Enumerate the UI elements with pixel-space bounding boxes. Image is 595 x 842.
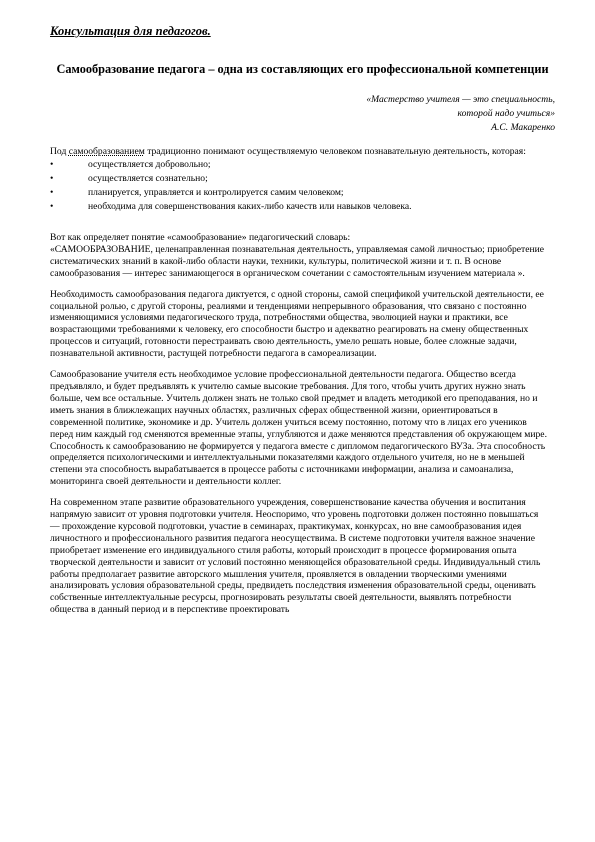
- paragraph-necessity: Необходимость самообразования педагога диктуется, с одной стороны, самой спецификой учительской деятельности, ее социальной ролью, с другой стороны, реалиями и тенденциями непрерывного образования, что связано с постоянно изменяющимися условиями педагогического труда, потребностями общества, эволюцией науки и практики, все возрастающими требованиями к человеку, его способности быстро и адекватно реагировать на смену общественных процессов и ситуаций, готовности перестраивать свою деятельность, умело решать новые, более сложные задачи, познавательной активности, растущей потребности педагога в самореализации.: [50, 288, 544, 360]
- epigraph: [255, 93, 555, 135]
- list-item: • необходима для совершенствования каких-либо качеств или навыков человека.: [50, 201, 412, 212]
- bullet-list: [50, 158, 550, 214]
- bullet-marker: •: [50, 187, 54, 198]
- intro-prefix: Под: [50, 146, 67, 157]
- definition-text: «САМООБРАЗОВАНИЕ, целенаправленная познавательная деятельность, управляемая самой личностью; приобретение систематических знаний в какой-либо области науки, техники, культуры, политической жизни и т. п. В основе самообразования — интерес занимающегося в органическом сочетании с самостоятельным изучением материала ».: [50, 243, 544, 279]
- consultation-heading: Консультация для педагогов.: [50, 24, 211, 38]
- paragraph-teacher-self-education: Самообразование учителя есть необходимое условие профессиональной деятельности педагога. Общество всегда предъявляло, и будет предъявлять к учителю самые высокие требования. Для того, чтобы учить других нужно знать больше, чем все остальные. Учитель должен знать не только свой предмет и владеть методикой его преподавания, но и иметь знания в ближлежащих научных областях, различных сферах общественной жизни, ориентироваться в современной политике, экономике и др. Учитель должен учиться всему постоянно, потому что в лицах его учеников перед ним каждый год сменяются временные этапы, углубляются и даже меняются представления об окружающем мире. Способность к самообразованию не формируется у педагога вместе с дипломом педагогического ВУЗа. Эта способность определяется психологическими и интеллектуальными показателями каждого отдельного учителя, но не в меньшей степени эта способность вырабатывается в процессе работы с источниками информации, анализа и самоанализа, мониторинга своей деятельности и деятельности коллег.: [50, 369, 547, 488]
- list-item: • планируется, управляется и контролируется самим человеком;: [50, 187, 344, 198]
- intro-rest: традиционно понимают осуществляемую человеком познавательную деятельность, которая:: [147, 146, 526, 157]
- bullet-marker: •: [50, 159, 54, 170]
- epigraph-line-2: которой надо учиться»: [457, 108, 555, 119]
- document-body: [50, 145, 550, 625]
- epigraph-line-1: «Мастерство учителя — это специальность,: [366, 94, 555, 105]
- intro-term: самообразованием: [68, 146, 145, 157]
- list-item: • осуществляется сознательно;: [50, 173, 208, 184]
- bullet-marker: •: [50, 201, 54, 212]
- bullet-marker: •: [50, 173, 54, 184]
- definition-lead: Вот как определяет понятие «самообразование» педагогический словарь:: [50, 232, 351, 243]
- paragraph-modern-stage: На современном этапе развитие образовательного учреждения, совершенствование качества обучения и воспитания напрямую зависит от уровня подготовки учителя. Неоспоримо, что уровень подготовки должен постоянно повышаться — прохождение курсовой подготовки, участие в семинарах, практикумах, конкурсах, но вне самообразования идея личностного и профессионального развития педагога неосуществима. В системе подготовки учителя важное значение приобретает изменение его индивидуального стиля работы, который происходит в процессе формирования опыта творческой деятельности и зависит от условий постоянно меняющейся образовательной среды. Индивидуальный стиль работы предполагает развитие авторского мышления учителя, проявляется в овладении творческими умениями анализировать условия образовательной среды, предвидеть последствия изменения образовательной среды, оценивать собственные интеллектуальные ресурсы, прогнозировать результаты своей деятельности, выявлять потребности общества в данный период и в перспективе проектировать: [50, 497, 541, 616]
- epigraph-author: А.С. Макаренко: [491, 122, 555, 133]
- intro-paragraph: [50, 145, 550, 158]
- list-item: • осуществляется добровольно;: [50, 159, 211, 170]
- article-title: Самообразование педагога – одна из составляющих его профессиональной компетенции: [56, 62, 549, 76]
